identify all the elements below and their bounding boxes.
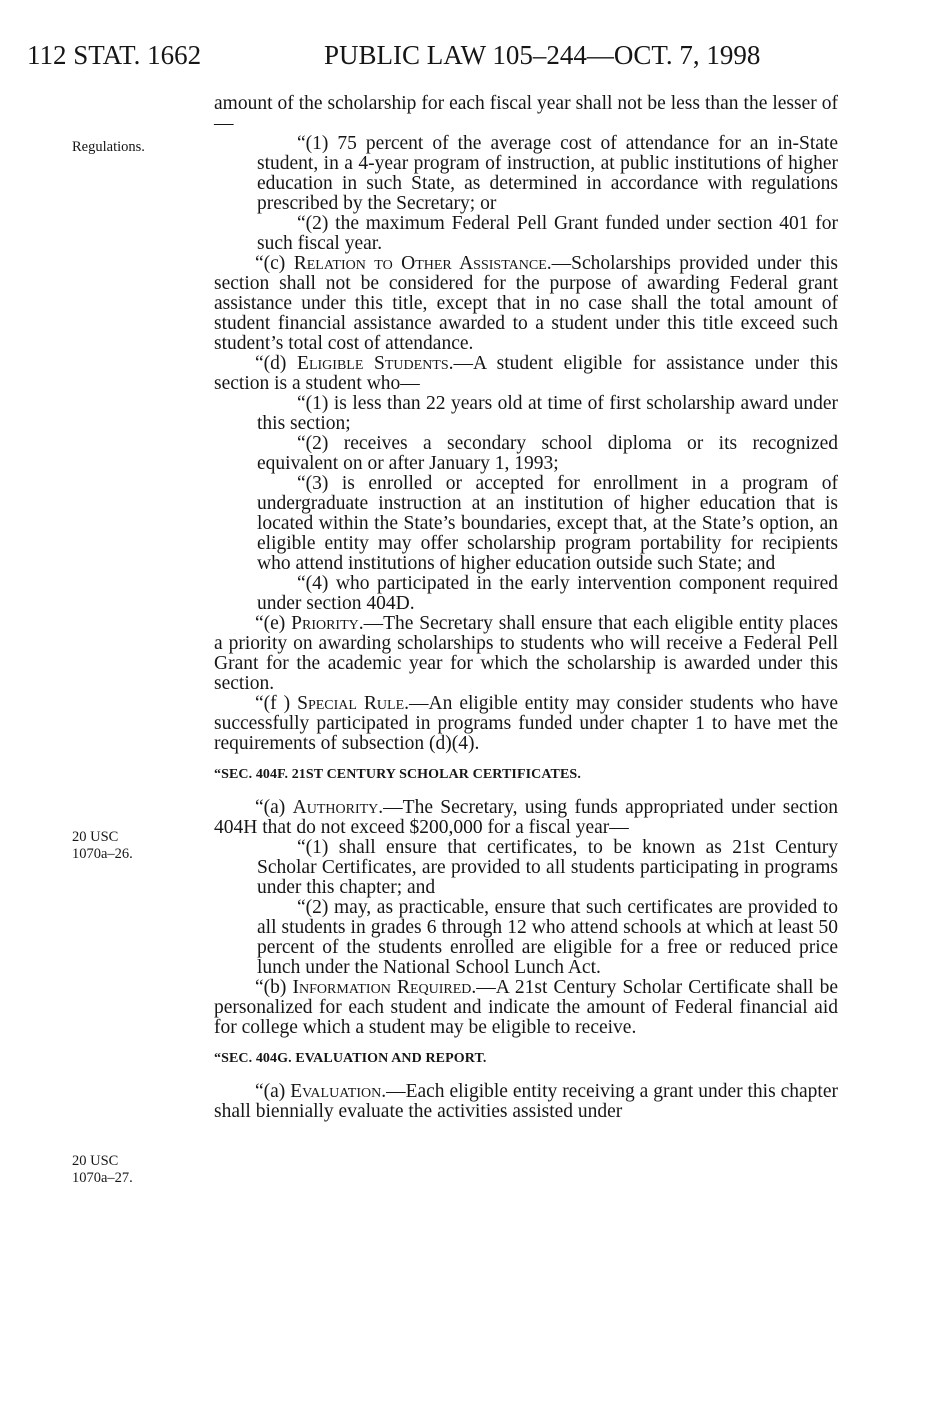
subsection-d: “(d) Eligible Students.—A student eligible for assistance under this section is a student who—	[214, 353, 838, 394]
paragraph: “(1) 75 percent of the average cost of attendance for an in-State student, in a 4-year program of instruction, at public institutions of higher education in such State, as determined in accordance with regulations prescribed by the Secretary; or	[257, 133, 838, 214]
page-running-head: PUBLIC LAW 105–244—OCT. 7, 1998	[324, 40, 761, 70]
subsection-a-404f: “(a) Authority.—The Secretary, using funds appropriated under section 404H that do not exceed $200,000 for a fiscal year—	[214, 797, 838, 838]
section-heading-404g: “SEC. 404G. EVALUATION AND REPORT.	[214, 1051, 487, 1066]
paragraph: “(2) the maximum Federal Pell Grant funded under section 401 for such fiscal year.	[257, 213, 838, 254]
subsection-b-404f: “(b) Information Required.—A 21st Century Scholar Certificate shall be personalized for each student and indicate the amount of Federal financial aid for college which a student may be eligible to receive.	[214, 977, 838, 1038]
margin-note-usc-404g: 20 USC 1070a–27.	[72, 1153, 133, 1186]
paragraph: “(2) receives a secondary school diploma or its recognized equivalent on or after January 1, 1993;	[257, 433, 838, 474]
margin-note-regulations: Regulations.	[72, 139, 145, 155]
paragraph: “(3) is enrolled or accepted for enrollment in a program of undergraduate instruction at an institution of higher education that is located within the State’s boundaries, except that, at the State’s option, an eligible entity may offer scholarship program portability for recipients who attend institutions of higher education outside such State; and	[257, 473, 838, 574]
subsection-f: “(f ) Special Rule.—An eligible entity may consider students who have successfully participated in programs funded under chapter 1 to have met the requirements of subsection (d)(4).	[214, 693, 838, 754]
paragraph: “(1) shall ensure that certificates, to be known as 21st Century Scholar Certificates, are provided to all students participating in programs under this chapter; and	[257, 837, 838, 898]
margin-note-usc-404f: 20 USC 1070a–26.	[72, 829, 133, 862]
subsection-a-404g: “(a) Evaluation.—Each eligible entity receiving a grant under this chapter shall biennially evaluate the activities assisted under	[214, 1081, 838, 1122]
page-stat-number: 112 STAT. 1662	[27, 40, 202, 70]
paragraph: “(4) who participated in the early intervention component required under section 404D.	[257, 573, 838, 614]
section-heading-404f: “SEC. 404F. 21ST CENTURY SCHOLAR CERTIFICATES.	[214, 767, 581, 782]
paragraph: “(1) is less than 22 years old at time of first scholarship award under this section;	[257, 393, 838, 434]
subsection-c: “(c) Relation to Other Assistance.—Scholarships provided under this section shall not be considered for the purpose of awarding Federal grant assistance under this title, except that in no case shall the total amount of student financial assistance awarded to a student under this title exceed such student’s total cost of attendance.	[214, 253, 838, 354]
paragraph: amount of the scholarship for each fiscal year shall not be less than the lesser of—	[214, 93, 838, 134]
paragraph: “(2) may, as practicable, ensure that such certificates are provided to all students in grades 6 through 12 who attend schools at which at least 50 percent of the students enrolled are eligible for a free or reduced price lunch under the National School Lunch Act.	[257, 897, 838, 978]
subsection-e: “(e) Priority.—The Secretary shall ensure that each eligible entity places a priority on awarding scholarships to students who will receive a Federal Pell Grant for the academic year for which the scholarship is awarded under this section.	[214, 613, 838, 694]
body-text	[214, 94, 838, 1122]
